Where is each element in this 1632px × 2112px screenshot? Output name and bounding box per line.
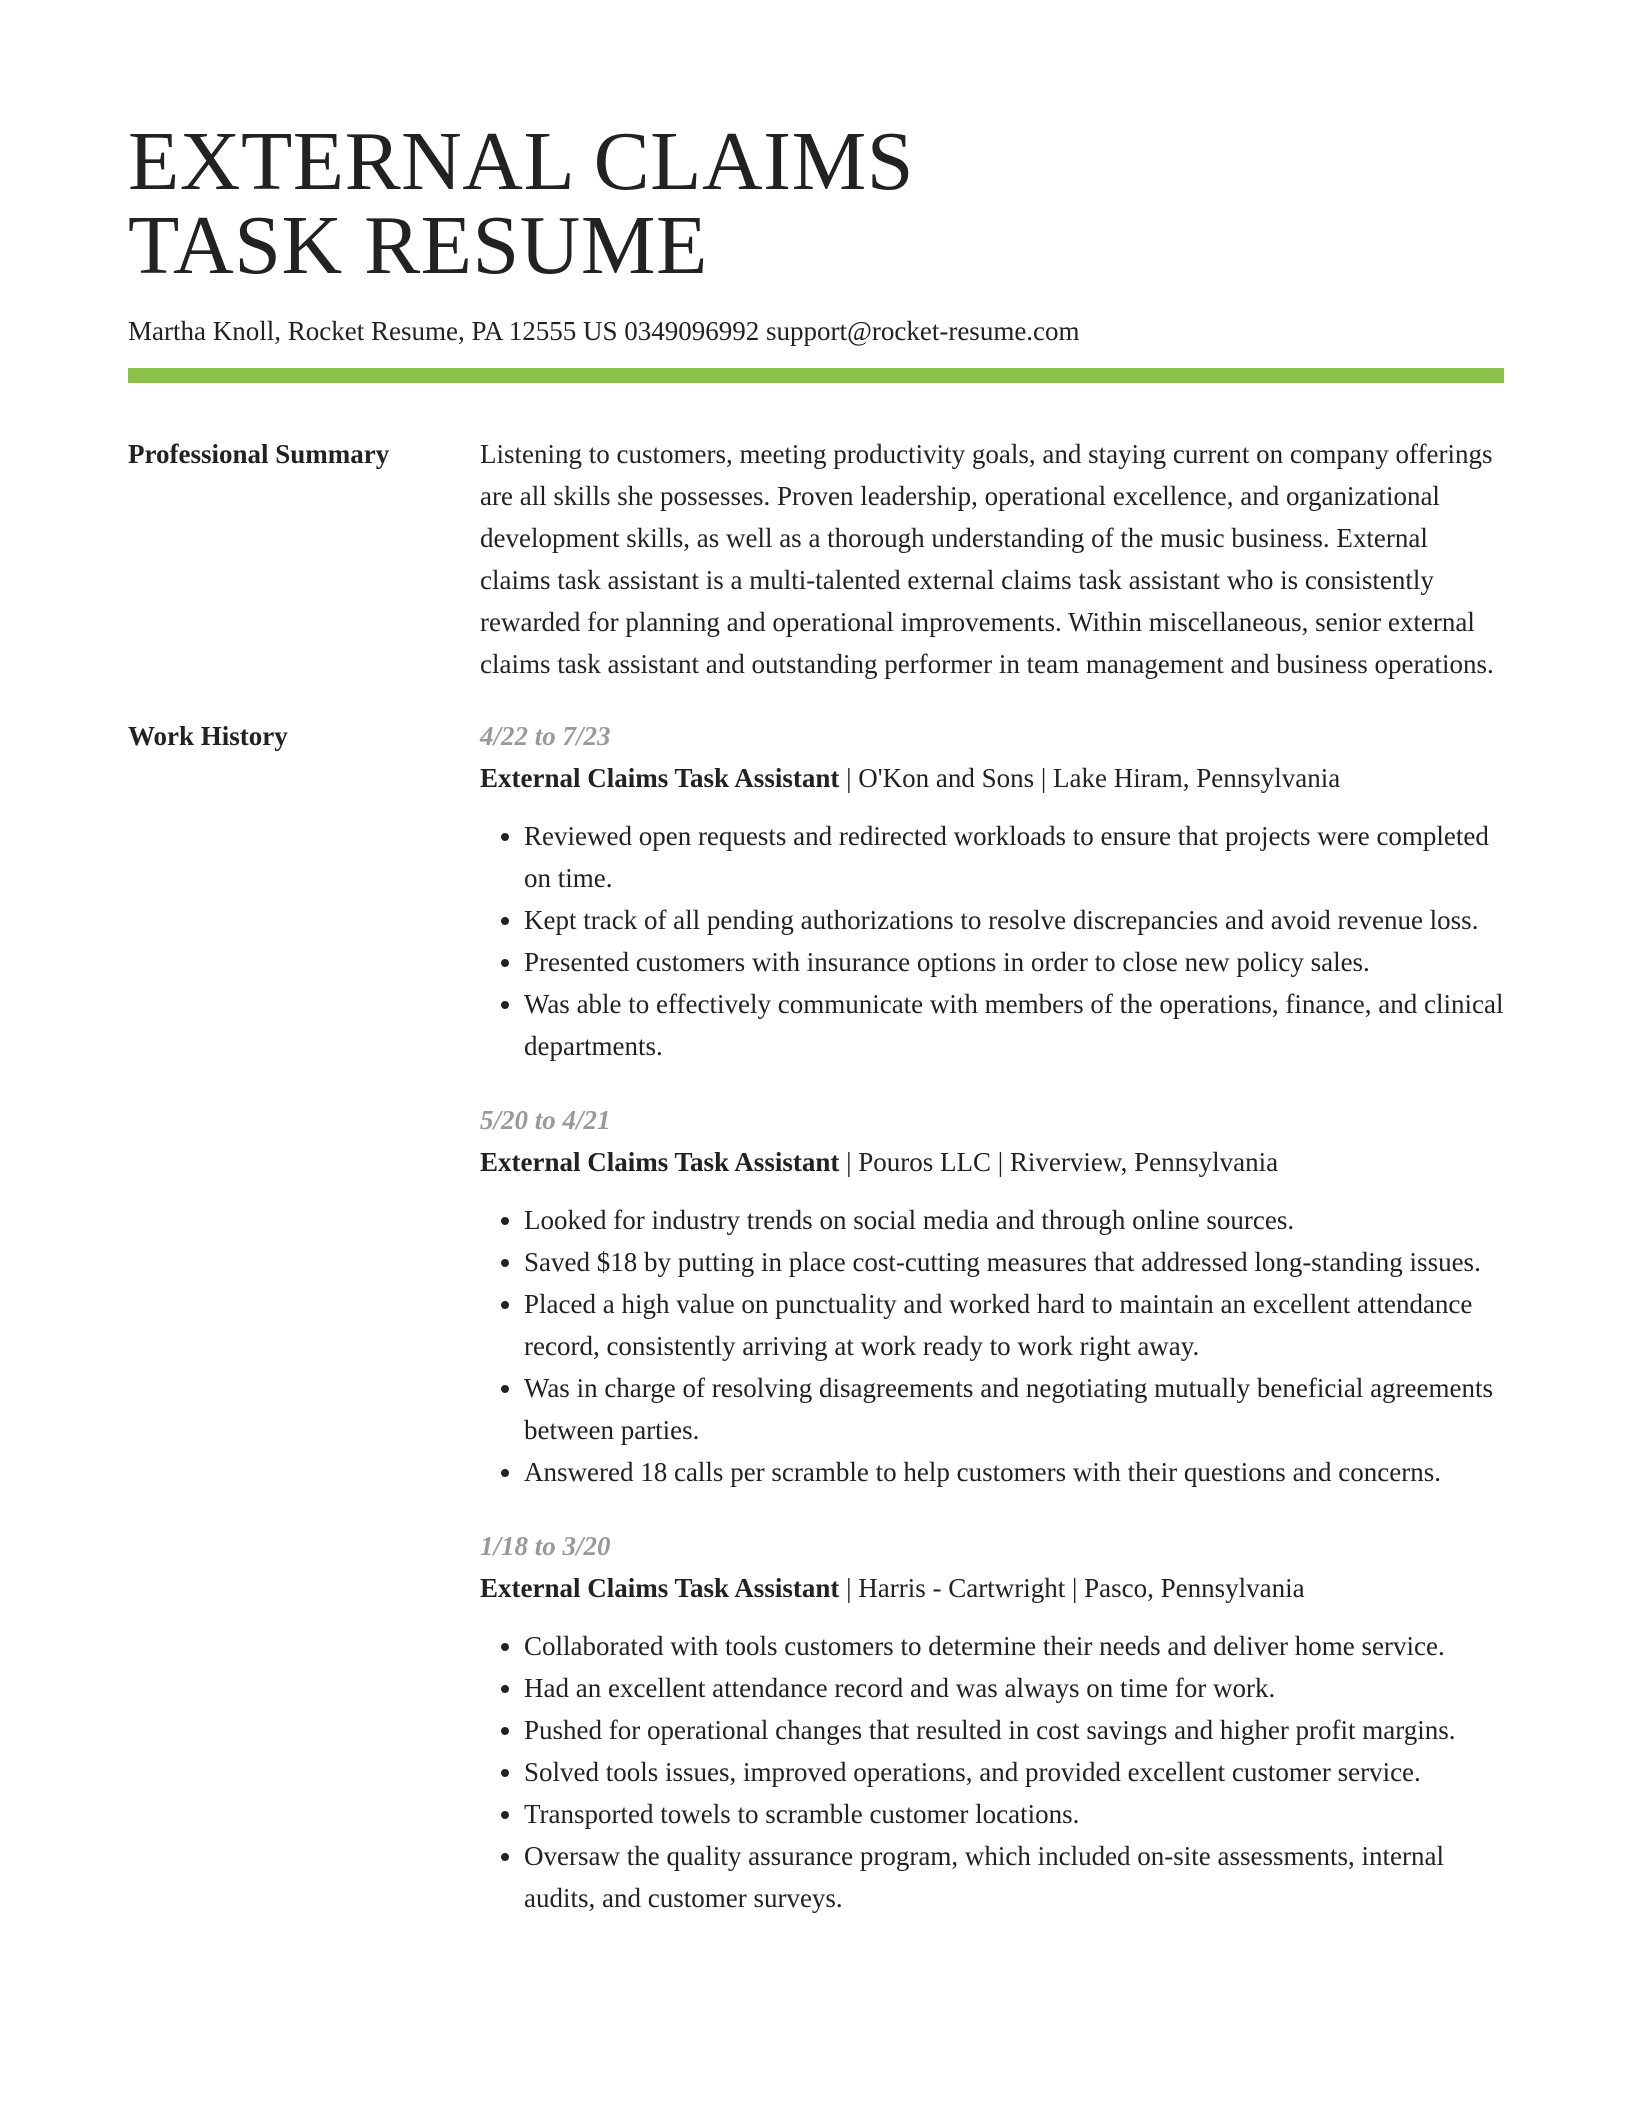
- work-history-section: [128, 715, 1504, 1919]
- job-bullet: • Oversaw the quality assurance program, which included on-site assessments, internal audits, and customer surveys.: [524, 1835, 1504, 1919]
- header-divider: [128, 368, 1504, 383]
- resume-page: [128, 115, 1504, 1919]
- job-bullet: • Reviewed open requests and redirected workloads to ensure that projects were completed on time.: [524, 815, 1504, 899]
- job-bullet: • Was able to effectively communicate with members of the operations, finance, and clinical departments.: [524, 983, 1504, 1067]
- professional-summary-text: Listening to customers, meeting productivity goals, and staying current on company offerings are all skills she possesses. Proven leadership, operational excellence, and organizational development skills, as well as a thorough understanding of the music business. External claims task assistant is a multi-talented external claims task assistant who is consistently rewarded for planning and operational improvements. Within miscellaneous, senior external claims task assistant and outstanding performer in team management and business operations.: [480, 439, 1494, 679]
- job-bullet: • Pushed for operational changes that resulted in cost savings and higher profit margins.: [524, 1709, 1504, 1751]
- job-company-location: | O'Kon and Sons | Lake Hiram, Pennsylvania: [839, 763, 1341, 793]
- contact-line: [128, 314, 1504, 348]
- work-history-label: Work History: [128, 721, 288, 751]
- job-company-location: | Harris - Cartwright | Pasco, Pennsylvania: [839, 1573, 1305, 1603]
- job-title: External Claims Task Assistant: [480, 1573, 840, 1603]
- job-dates: 5/20 to 4/21: [480, 1105, 611, 1135]
- contact-address: Rocket Resume, PA 12555 US: [287, 316, 618, 346]
- job-dates: 4/22 to 7/23: [480, 721, 611, 751]
- resume-title-line-1: EXTERNAL CLAIMS: [128, 115, 915, 208]
- job-bullet: • Had an excellent attendance record and was always on time for work.: [524, 1667, 1504, 1709]
- job-bullet: • Saved $18 by putting in place cost-cutting measures that addressed long-standing issues.: [524, 1241, 1504, 1283]
- job-entry: [480, 1099, 1504, 1493]
- resume-title: [128, 115, 1504, 292]
- job-bullets: [480, 1199, 1504, 1493]
- job-bullet: • Solved tools issues, improved operations, and provided excellent customer service.: [524, 1751, 1504, 1793]
- job-bullet: • Placed a high value on punctuality and worked hard to maintain an excellent attendance record, consistently arriving at work ready to work right away.: [524, 1283, 1504, 1367]
- job-bullet: • Presented customers with insurance options in order to close new policy sales.: [524, 941, 1504, 983]
- job-bullet: • Transported towels to scramble customer locations.: [524, 1793, 1504, 1835]
- professional-summary-section: [128, 433, 1504, 685]
- job-bullet: • Collaborated with tools customers to determine their needs and deliver home service.: [524, 1625, 1504, 1667]
- job-heading: [480, 1141, 1504, 1183]
- professional-summary-body: [480, 433, 1504, 685]
- job-bullets: [480, 815, 1504, 1067]
- job-bullet: • Was in charge of resolving disagreements and negotiating mutually beneficial agreements between parties.: [524, 1367, 1504, 1451]
- job-heading: [480, 1567, 1504, 1609]
- job-company-location: | Pouros LLC | Riverview, Pennsylvania: [839, 1147, 1279, 1177]
- job-entry: [480, 715, 1504, 1067]
- job-title: External Claims Task Assistant: [480, 1147, 840, 1177]
- job-bullet: • Kept track of all pending authorizations to resolve discrepancies and avoid revenue loss.: [524, 899, 1504, 941]
- resume-title-line-2: TASK RESUME: [128, 199, 708, 292]
- work-history-body: [480, 715, 1504, 1919]
- job-entry: [480, 1525, 1504, 1919]
- job-heading: [480, 757, 1504, 799]
- job-bullet: • Answered 18 calls per scramble to help customers with their questions and concerns.: [524, 1451, 1504, 1493]
- contact-email: support@rocket-resume.com: [766, 316, 1080, 346]
- job-title: External Claims Task Assistant: [480, 763, 840, 793]
- job-bullet: • Looked for industry trends on social media and through online sources.: [524, 1199, 1504, 1241]
- contact-phone: 0349096992: [624, 316, 760, 346]
- professional-summary-label: Professional Summary: [128, 439, 390, 469]
- job-dates: 1/18 to 3/20: [480, 1531, 611, 1561]
- job-bullets: [480, 1625, 1504, 1919]
- contact-name: Martha Knoll,: [128, 316, 281, 346]
